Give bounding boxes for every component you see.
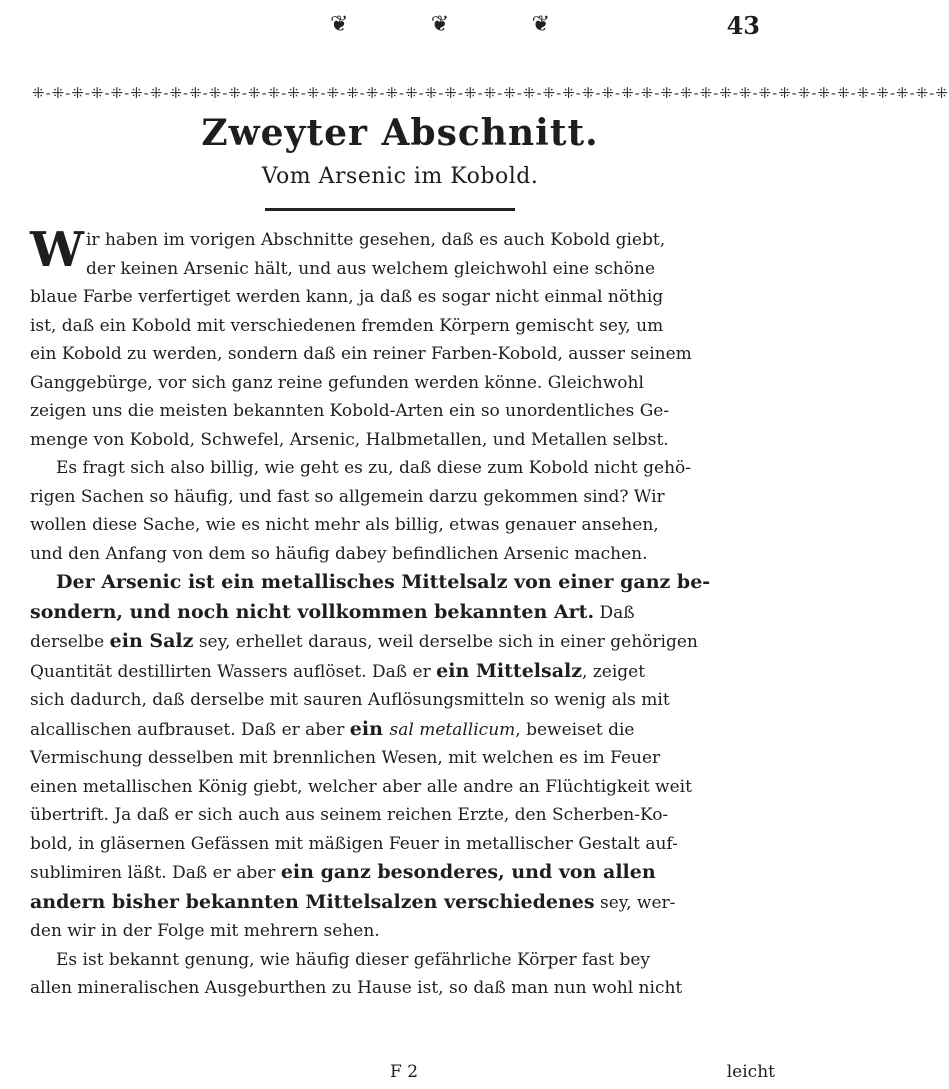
text-line: sich dadurch, daß derselbe mit sauren Auflösungsmitteln so wenig als mit — [30, 690, 670, 710]
body-text — [30, 222, 775, 1003]
text-span: Daß — [594, 602, 635, 623]
text-line — [30, 627, 775, 657]
emphasis-text: andern bisher bekannten Mittelsalzen verschiedenes — [30, 890, 595, 913]
emphasis-text: ein Mittelsalz — [436, 659, 583, 682]
ornament-icon: ❦ — [330, 12, 349, 37]
text-line: Es fragt sich also billig, wie geht es zu, daß diese zum Kobold nicht gehö- — [56, 458, 692, 478]
text-span: sey, erhellet daraus, weil derselbe sich in einer gehörigen — [193, 632, 698, 652]
ornament-icon: ❦ — [430, 12, 450, 37]
section-title: Zweyter Abschnitt. — [201, 112, 599, 154]
text-line: rigen Sachen so häufig, und fast so allgemein darzu gekommen sind? Wir — [30, 486, 665, 507]
text-span: , zeiget — [582, 661, 646, 682]
text-line: wollen diese Sache, wie es nicht mehr als billig, etwas genauer ansehen, — [30, 515, 659, 535]
text-line: bold, in gläsernen Gefässen mit mäßigen Feuer in metallischer Gestalt auf- — [30, 833, 678, 854]
text-line: ist, daß ein Kobold mit verschiedenen fremden Körpern gemischt sey, um — [30, 315, 664, 336]
text-line — [30, 598, 775, 628]
emphasis-text: ein — [349, 717, 390, 740]
text-line: Vermischung desselben mit brennlichen Wesen, mit welchen es im Feuer — [30, 748, 661, 768]
emphasis-text: ein Salz — [109, 630, 194, 652]
ornament-icon: ❦ — [531, 12, 550, 37]
section-subtitle: Vom Arsenic im Kobold. — [261, 164, 539, 189]
emphasis-text: ein ganz besonderes, und von allen — [280, 861, 656, 883]
emphasis-text: Der Arsenic ist ein metallisches Mittelsalz von einer ganz be- — [56, 571, 711, 593]
text-line: Ganggebürge, vor sich ganz reine gefunden werden könne. Gleichwohl — [30, 372, 644, 393]
latin-term: sal metallicum — [389, 719, 516, 740]
text-line: der keinen Arsenic hält, und aus welchem gleichwohl eine schöne — [86, 258, 656, 279]
text-line — [30, 888, 775, 918]
text-span: sey, wer- — [594, 892, 676, 913]
text-line: menge von Kobold, Schwefel, Arsenic, Halbmetallen, und Metallen selbst. — [30, 429, 669, 450]
page-footer — [30, 1058, 775, 1086]
text-span: derselbe — [30, 632, 110, 652]
text-line: allen mineralischen Ausgeburthen zu Hause ist, so daß man nun wohl nicht — [30, 978, 683, 998]
decorative-border-strip: ⁜-⁜-⁜-⁜-⁜-⁜-⁜-⁜-⁜-⁜-⁜-⁜-⁜-⁜-⁜-⁜-⁜-⁜-⁜-⁜-⁜-⁜-⁜-⁜-⁜-⁜-⁜-⁜-⁜-⁜-⁜-⁜-⁜-⁜-⁜-⁜-⁜-⁜-⁜-⁜-⁜-⁜-⁜-⁜-⁜-⁜-⁜ — [32, 84, 949, 102]
text-span: sublimiren läßt. Daß er aber — [30, 863, 281, 883]
text-line — [30, 858, 775, 888]
text-line: ir haben im vorigen Abschnitte gesehen, daß es auch Kobold giebt, — [86, 230, 666, 250]
signature-mark: F 2 — [390, 1062, 419, 1082]
header-ornaments — [330, 10, 550, 40]
title-rule — [265, 208, 515, 211]
text-span: alcallischen aufbrauset. Daß er aber — [30, 719, 350, 740]
text-line: zeigen uns die meisten bekannten Kobold-Arten ein so unordentliches Ge- — [30, 401, 670, 421]
text-line: einen metallischen König giebt, welcher aber alle andre an Flüchtigkeit weit — [30, 776, 692, 797]
emphasis-text: sondern, und noch nicht vollkommen bekannten Art. — [30, 600, 595, 623]
text-line: übertrift. Ja daß er sich auch aus seinem reichen Erzte, den Scherben-Ko- — [30, 805, 669, 825]
text-span: , beweiset die — [515, 719, 635, 740]
text-line — [30, 657, 775, 687]
text-line: Es ist bekannt genung, wie häufig dieser gefährliche Körper fast bey — [56, 949, 650, 970]
catchword: leicht — [726, 1062, 775, 1082]
text-line: ein Kobold zu werden, sondern daß ein reiner Farben-Kobold, ausser seinem — [30, 344, 692, 364]
text-span: Quantität destillirten Wassers auflöset. Daß er — [30, 661, 437, 682]
page-number: 43 — [726, 11, 760, 40]
drop-capital: W — [30, 222, 84, 278]
text-line — [30, 715, 775, 745]
text-line: den wir in der Folge mit mehrern sehen. — [30, 921, 380, 941]
text-line: blaue Farbe verfertiget werden kann, ja daß es sogar nicht einmal nöthig — [30, 287, 664, 307]
text-line — [30, 568, 775, 598]
text-line: und den Anfang von dem so häufig dabey befindlichen Arsenic machen. — [30, 543, 648, 564]
